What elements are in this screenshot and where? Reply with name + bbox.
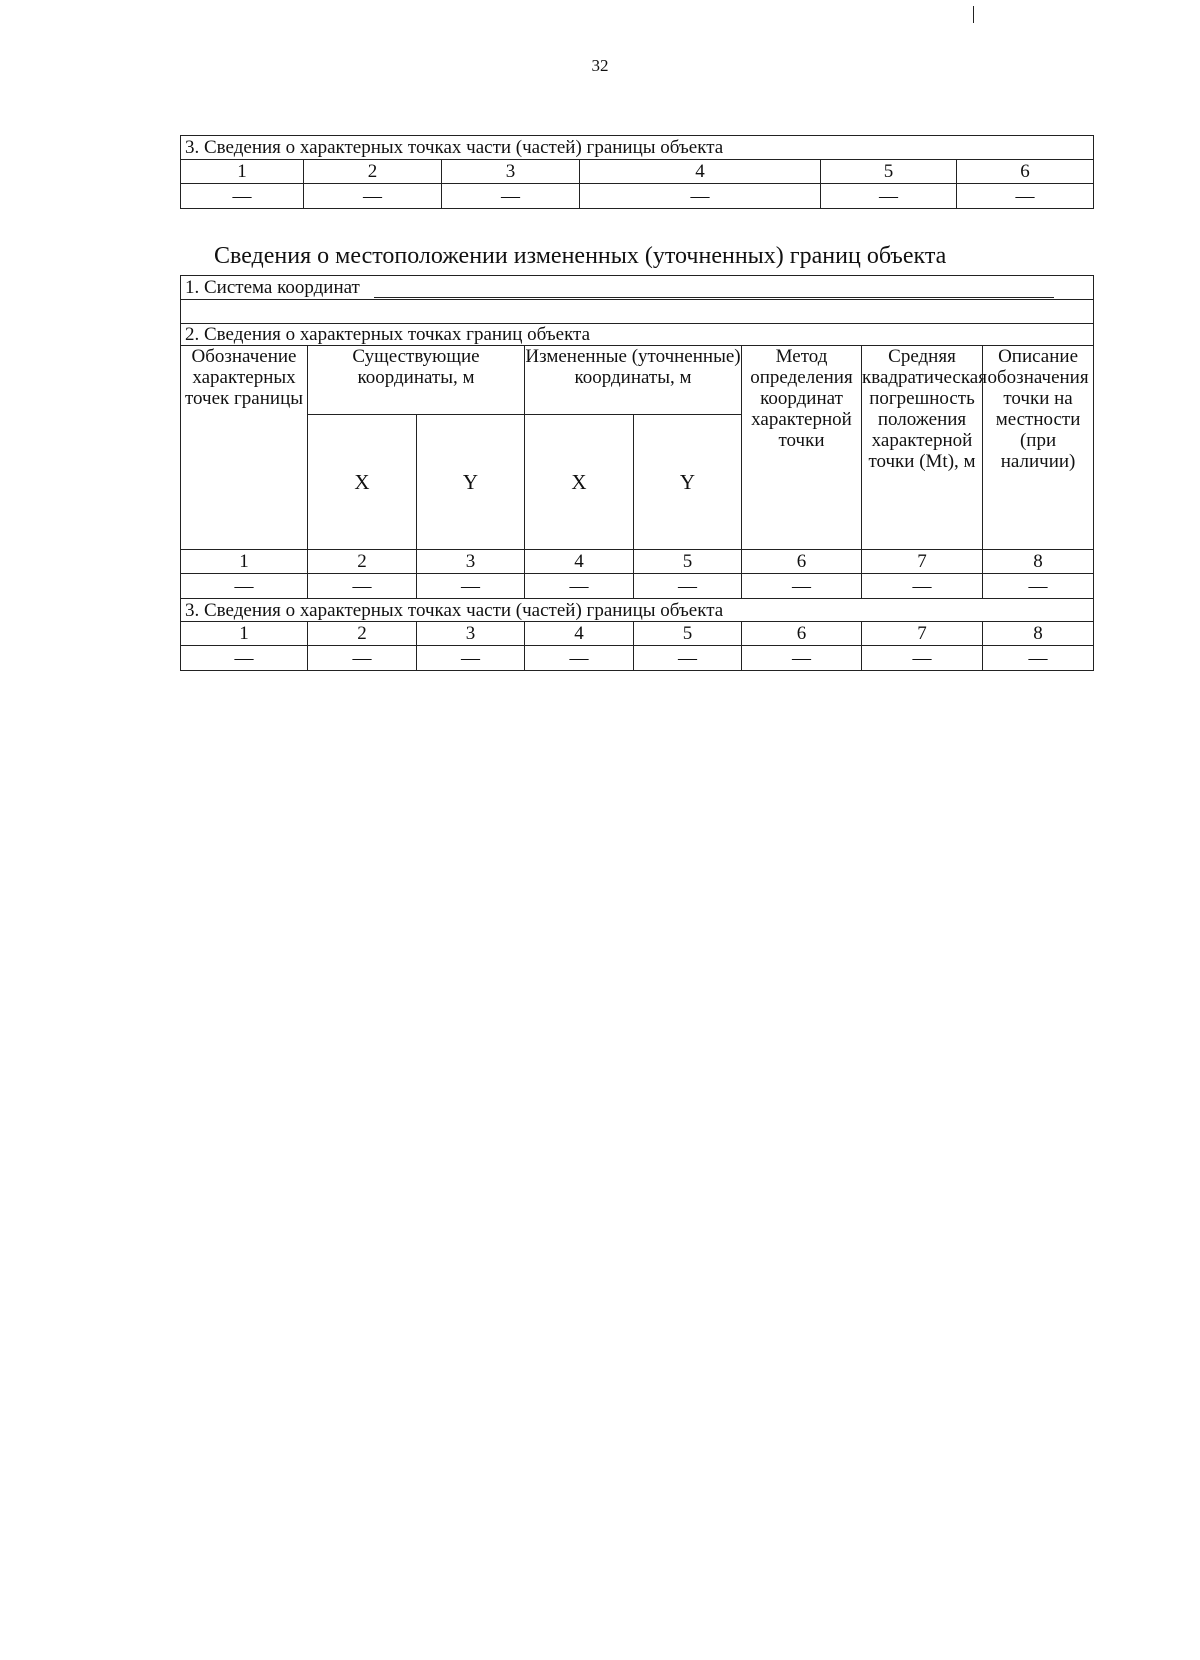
header-existing-x: X — [308, 415, 417, 550]
section-2-label: 2. Сведения о характерных точках границ объекта — [181, 324, 1094, 346]
table-cell: — — [417, 574, 525, 599]
column-number: 6 — [742, 550, 862, 574]
table-cell: — — [580, 184, 821, 209]
table-row — [181, 574, 1094, 599]
table-cell: — — [181, 574, 308, 599]
coordinate-system-row — [181, 276, 1094, 300]
section-title: Сведения о местоположении измененных (уточненных) границ объекта — [214, 243, 947, 269]
header-mean-error: Средняя квадратическая погрешность положения характерной точки (Mt), м — [862, 346, 983, 550]
column-number: 6 — [742, 622, 862, 646]
column-number: 6 — [957, 160, 1094, 184]
table-cell: — — [442, 184, 580, 209]
column-number: 4 — [525, 550, 634, 574]
column-number: 3 — [417, 550, 525, 574]
scan-mark — [973, 6, 974, 23]
table-cell: — — [525, 574, 634, 599]
column-number: 2 — [304, 160, 442, 184]
table-row — [181, 646, 1094, 671]
table-cell: — — [417, 646, 525, 671]
blank-row — [181, 300, 1094, 324]
table-cell: — — [862, 646, 983, 671]
header-changed-y: Y — [634, 415, 742, 550]
header-changed-x: X — [525, 415, 634, 550]
section-3-label: 3. Сведения о характерных точках части (частей) границы объекта — [181, 136, 1094, 160]
table-cell: — — [634, 574, 742, 599]
header-existing-coordinates: Существующие координаты, м — [308, 346, 525, 415]
column-number: 2 — [308, 550, 417, 574]
changed-boundaries-table — [180, 275, 1094, 671]
column-number: 1 — [181, 550, 308, 574]
column-number: 4 — [525, 622, 634, 646]
table-cell: — — [983, 574, 1094, 599]
coordinate-system-value — [374, 279, 1054, 298]
column-number: 8 — [983, 550, 1094, 574]
header-designation: Обозначение характерных точек границы — [181, 346, 308, 550]
table-cell: — — [181, 646, 308, 671]
page-number: 32 — [591, 56, 609, 75]
table-cell: — — [862, 574, 983, 599]
table-cell: — — [308, 574, 417, 599]
table-cell: — — [983, 646, 1094, 671]
header-changed-coordinates: Измененные (уточненные) координаты, м — [525, 346, 742, 415]
column-number: 5 — [634, 550, 742, 574]
column-number: 8 — [983, 622, 1094, 646]
column-number: 4 — [580, 160, 821, 184]
header-description: Описание обозначения точки на местности (при наличии) — [983, 346, 1094, 550]
table-cell: — — [304, 184, 442, 209]
column-number: 2 — [308, 622, 417, 646]
header-method: Метод определения координат характерной точки — [742, 346, 862, 550]
column-number: 7 — [862, 550, 983, 574]
table-cell: — — [634, 646, 742, 671]
column-number: 5 — [634, 622, 742, 646]
section-3-label: 3. Сведения о характерных точках части (частей) границы объекта — [181, 599, 1094, 622]
table-cell: — — [308, 646, 417, 671]
table-row — [181, 184, 1094, 209]
table-cell: — — [957, 184, 1094, 209]
table-cell: — — [525, 646, 634, 671]
table-cell: — — [742, 574, 862, 599]
header-existing-y: Y — [417, 415, 525, 550]
part-points-table — [180, 135, 1094, 209]
column-number: 3 — [442, 160, 580, 184]
table-cell: — — [742, 646, 862, 671]
column-number: 7 — [862, 622, 983, 646]
column-number: 1 — [181, 622, 308, 646]
column-number: 5 — [821, 160, 957, 184]
table-cell: — — [821, 184, 957, 209]
column-number: 1 — [181, 160, 304, 184]
column-number: 3 — [417, 622, 525, 646]
table-cell: — — [181, 184, 304, 209]
coordinate-system-label: 1. Система координат — [185, 277, 360, 298]
